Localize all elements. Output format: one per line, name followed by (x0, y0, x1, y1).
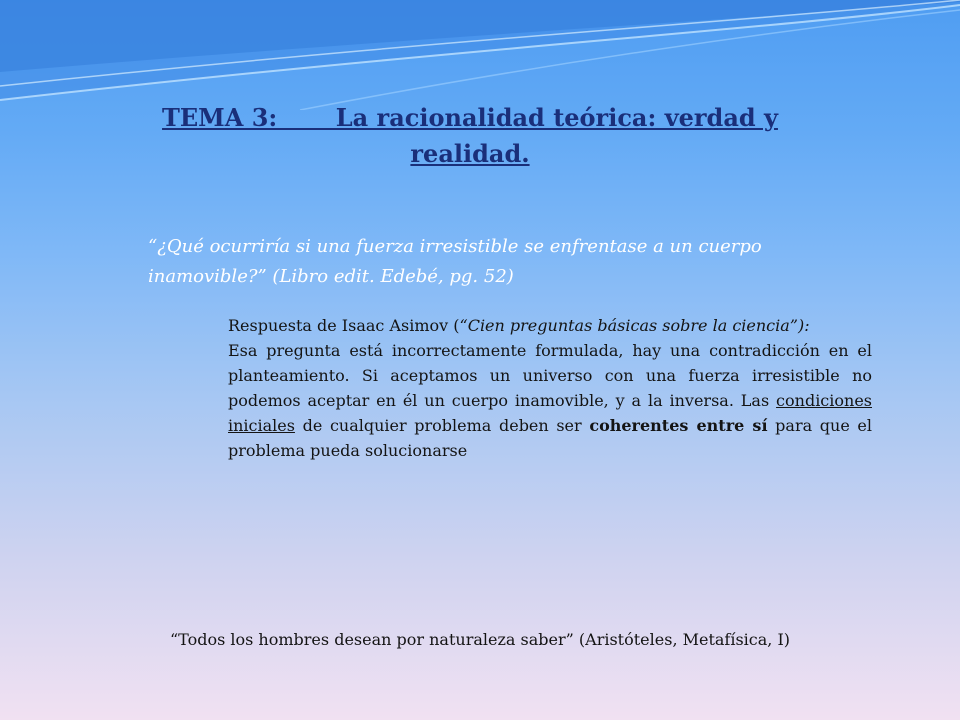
answer-book-title: “Cien preguntas básicas sobre la ciencia”): (459, 316, 810, 335)
underlined-initial-conditions: condiciones iniciales (228, 391, 872, 435)
bold-coherent: coherentes entre sí (589, 416, 768, 435)
answer-body (228, 338, 872, 463)
aristotle-quote: “Todos los hombres desean por naturaleza saber” (Aristóteles, Metafísica, I) (169, 630, 791, 649)
question-quote: “¿Qué ocurriría si una fuerza irresistible se enfrentase a un cuerpo inamovible?” (Libro edit. Edebé, pg. 52) (148, 236, 762, 287)
title-line-2: realidad. (410, 139, 530, 168)
answer-heading (228, 313, 872, 338)
answer-text-3: para que el problema pueda solucionarse (228, 416, 873, 460)
title-line-1: TEMA 3: La racionalidad teórica: verdad y (162, 103, 778, 132)
answer-intro: Respuesta de Isaac Asimov ( (228, 316, 460, 335)
slide-title (100, 100, 840, 172)
answer-text-2: de cualquier problema deben ser (294, 416, 590, 435)
answer-text-1: Esa pregunta está incorrectamente formulada, hay una contradicción en el planteamiento. Si aceptamos un universo con una fuerza irresistible no podemos aceptar en él un cuerpo inamovible, y a la inversa. Las (228, 341, 872, 410)
header-swoosh-decoration (0, 0, 960, 110)
asimov-answer (228, 313, 872, 463)
